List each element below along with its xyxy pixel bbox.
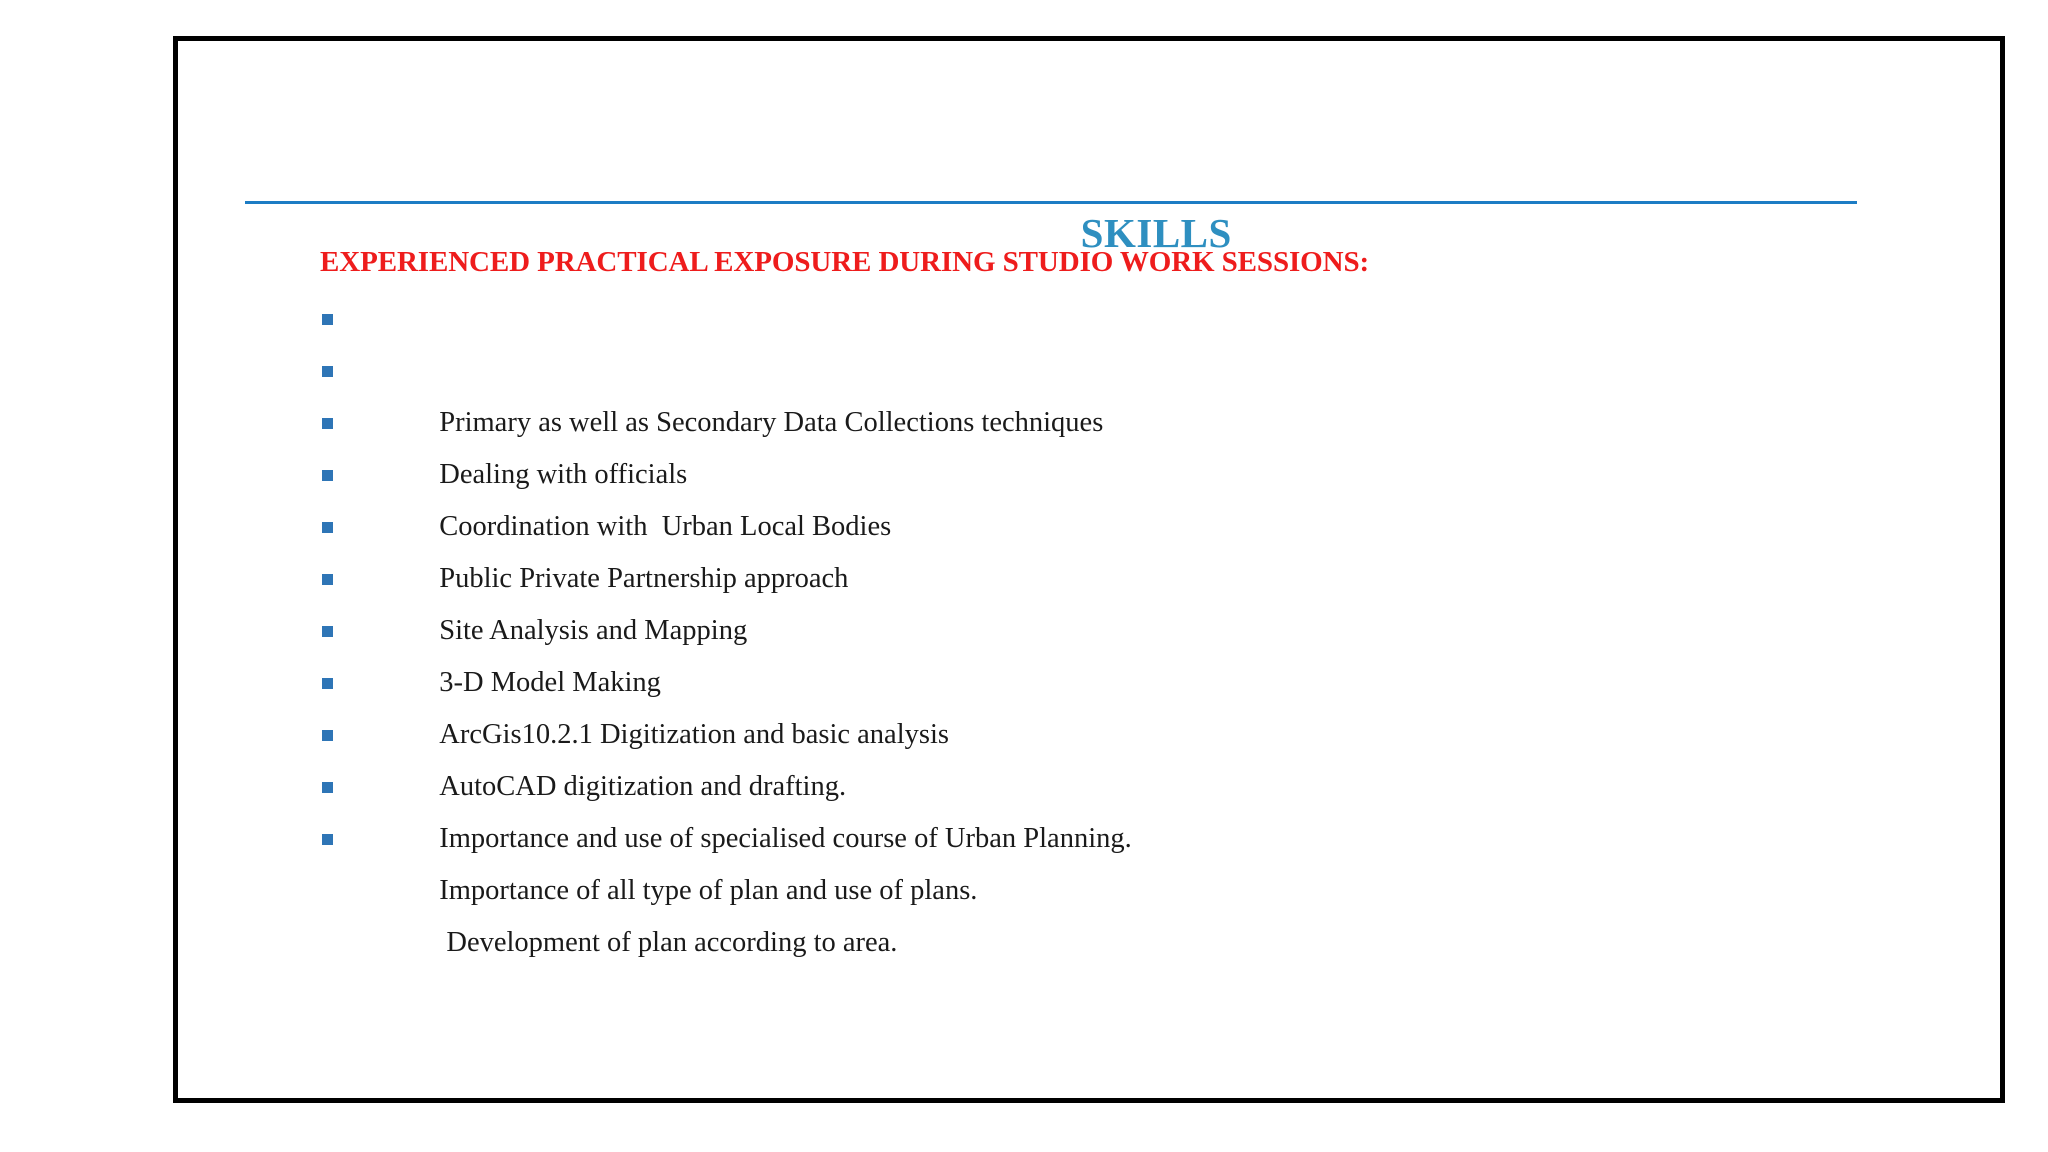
list-item-label: Public Private Partnership approach — [439, 563, 849, 594]
square-bullet-icon — [322, 470, 333, 481]
square-bullet-icon — [322, 522, 333, 533]
slide-frame — [173, 36, 2005, 1103]
square-bullet-icon — [322, 782, 333, 793]
list-item-label: ArcGis10.2.1 Digitization and basic analysis — [439, 719, 949, 750]
list-item-label: Primary as well as Secondary Data Collections techniques — [439, 407, 1104, 438]
square-bullet-icon — [322, 626, 333, 637]
square-bullet-icon — [322, 678, 333, 689]
title-divider-rule — [245, 201, 1857, 204]
list-item-label: Importance and use of specialised course of Urban Planning. — [439, 823, 1132, 854]
square-bullet-icon — [322, 730, 333, 741]
list-item-label: Site Analysis and Mapping — [439, 615, 748, 646]
list-item-label: 3-D Model Making — [439, 667, 661, 698]
list-item-label: Development of plan according to area. — [439, 927, 898, 958]
list-item — [320, 293, 1980, 438]
page-title-text: SKILLS — [1080, 210, 1232, 256]
list-item-label: Coordination with Urban Local Bodies — [439, 511, 892, 542]
slide-body — [320, 246, 1980, 958]
section-heading: EXPERIENCED PRACTICAL EXPOSURE DURING STUDIO WORK SESSIONS: — [320, 246, 1370, 278]
square-bullet-icon — [322, 418, 333, 429]
square-bullet-icon — [322, 574, 333, 585]
square-bullet-icon — [322, 314, 333, 325]
square-bullet-icon — [322, 834, 333, 845]
skills-bullet-list — [320, 293, 1980, 958]
square-bullet-icon — [322, 366, 333, 377]
list-item-label: Dealing with officials — [439, 459, 688, 490]
list-item-label: AutoCAD digitization and drafting. — [439, 771, 847, 802]
list-item-label: Importance of all type of plan and use of plans. — [439, 875, 978, 906]
